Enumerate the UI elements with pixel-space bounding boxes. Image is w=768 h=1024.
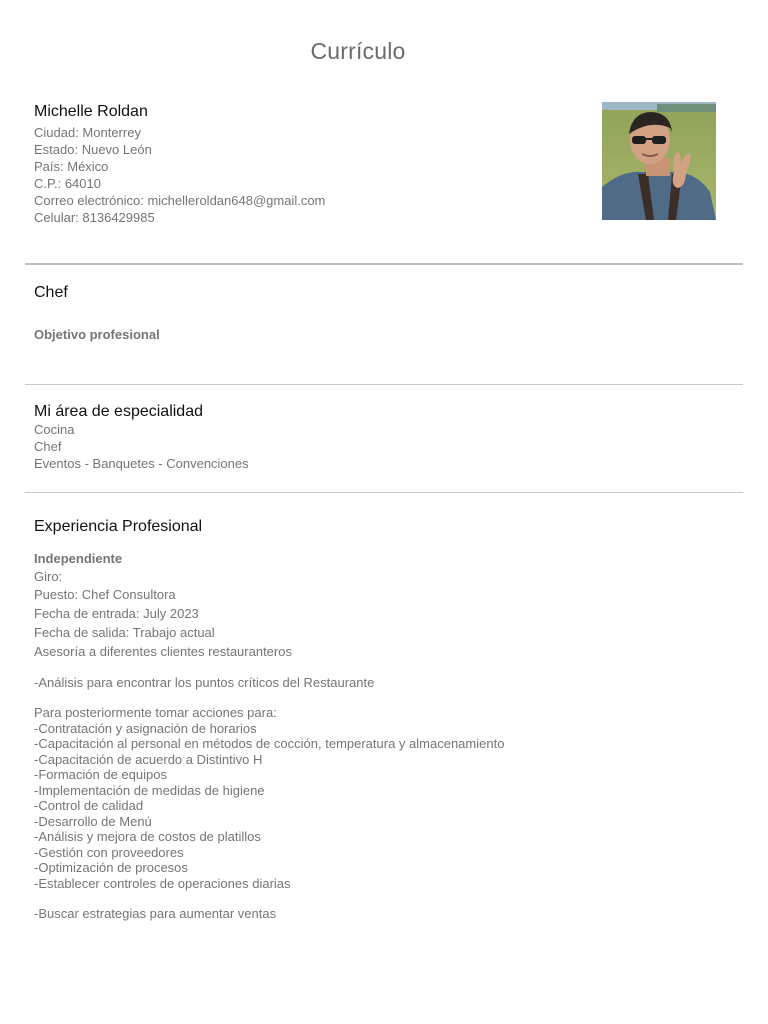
candidate-name: Michelle Roldan xyxy=(34,103,148,120)
experience-action: -Gestión con proveedores xyxy=(34,844,184,860)
page-title: Currículo xyxy=(310,38,406,64)
experience-action: -Establecer controles de operaciones diarias xyxy=(34,875,291,891)
role-title: Chef xyxy=(34,284,68,301)
experience-action: -Contratación y asignación de horarios xyxy=(34,720,257,736)
experience-line: Puesto: Chef Consultora xyxy=(34,587,176,602)
objective-label: Objetivo profesional xyxy=(34,327,160,342)
profile-photo xyxy=(602,102,716,220)
experience-action: -Capacitación de acuerdo a Distintivo H xyxy=(34,751,263,767)
experience-actions-intro: Para posteriormente tomar acciones para: xyxy=(34,705,277,720)
experience-heading: Experiencia Profesional xyxy=(34,518,203,535)
experience-closing: -Buscar estrategias para aumentar ventas xyxy=(34,906,277,921)
experience-section xyxy=(34,518,734,922)
contact-phone: Celular: 8136429985 xyxy=(34,210,155,225)
experience-line: Asesoría a diferentes clientes restauranteros xyxy=(34,644,292,659)
specialty-item: Eventos - Banquetes - Convenciones xyxy=(34,456,249,471)
experience-line: Fecha de salida: Trabajo actual xyxy=(34,625,215,640)
experience-action: -Implementación de medidas de higiene xyxy=(34,782,265,798)
experience-action: -Capacitación al personal en métodos de cocción, temperatura y almacenamiento xyxy=(34,736,505,751)
specialty-item: Chef xyxy=(34,439,62,454)
experience-line: Giro: xyxy=(34,569,63,584)
role-section xyxy=(34,284,734,342)
experience-action: -Optimización de procesos xyxy=(34,860,188,875)
experience-action: -Desarrollo de Menú xyxy=(34,813,152,829)
experience-line: Fecha de entrada: July 2023 xyxy=(34,606,199,621)
specialty-heading: Mi área de especialidad xyxy=(34,403,203,420)
specialty-item: Cocina xyxy=(34,422,75,437)
contact-country: País: México xyxy=(34,159,109,174)
experience-action: -Control de calidad xyxy=(34,798,144,813)
divider xyxy=(25,263,743,265)
experience-action: -Análisis y mejora de costos de platillos xyxy=(34,829,261,844)
contact-postal-code: C.P.: 64010 xyxy=(34,176,101,191)
divider xyxy=(25,492,743,493)
contact-email: Correo electrónico: michelleroldan648@gmail.com xyxy=(34,193,326,208)
contact-state: Estado: Nuevo León xyxy=(34,142,152,157)
contact-city: Ciudad: Monterrey xyxy=(34,125,141,140)
experience-action: -Formación de equipos xyxy=(34,767,167,782)
experience-company: Independiente xyxy=(34,551,123,566)
specialty-section xyxy=(34,403,734,472)
experience-analysis: -Análisis para encontrar los puntos críticos del Restaurante xyxy=(34,675,375,690)
divider xyxy=(25,384,743,385)
